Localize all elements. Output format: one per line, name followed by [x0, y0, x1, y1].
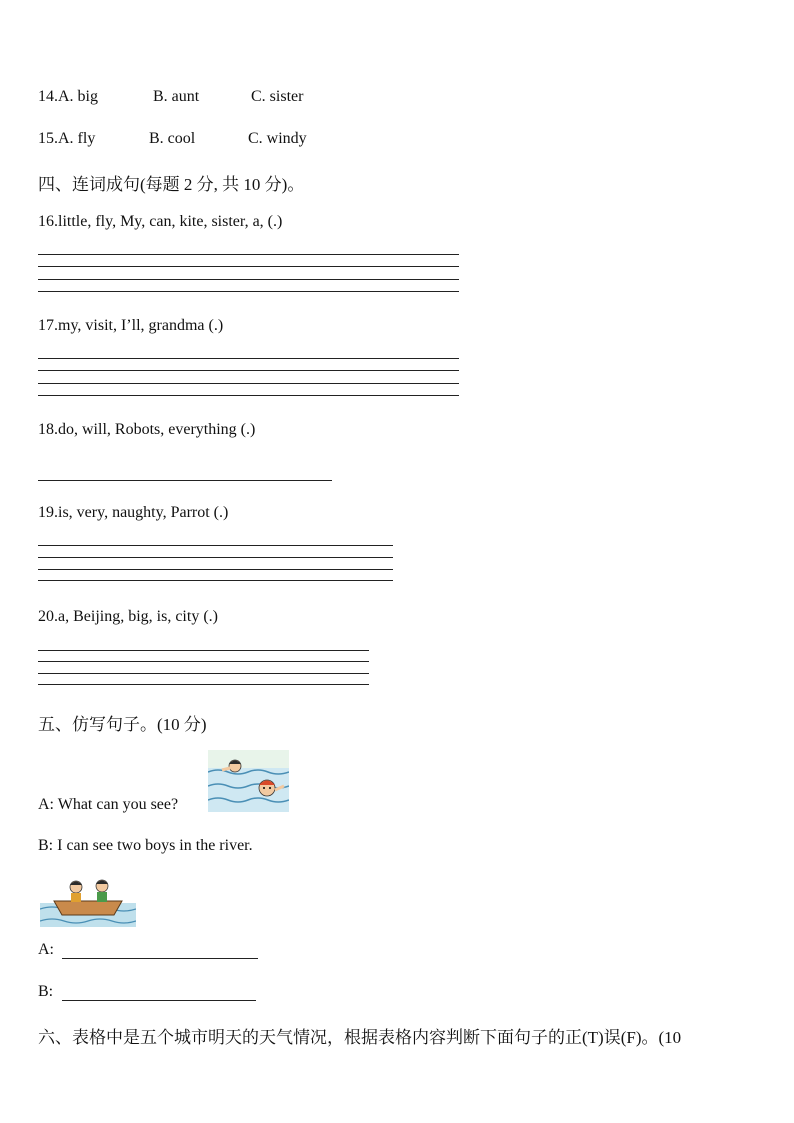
answer-line[interactable] [38, 661, 369, 662]
question-18 [38, 421, 255, 439]
question-14-option-b: B. aunt [153, 88, 200, 105]
option-a: A. fly [58, 130, 96, 147]
section-4-heading: 四、连词成句(每题 2 分, 共 10 分)。 [38, 175, 305, 194]
answer-line[interactable] [38, 291, 459, 292]
question-number: 19. [38, 504, 58, 521]
question-14-option-c: C. sister [251, 88, 304, 105]
question-number: 16. [38, 213, 58, 230]
answer-line[interactable] [38, 684, 369, 685]
answer-b-line[interactable] [62, 1000, 256, 1001]
example-question: A: What can you see? [38, 796, 179, 813]
boat-children-icon [40, 875, 136, 927]
word-list: my, visit, I’ll, grandma (.) [58, 317, 224, 334]
word-list: do, will, Robots, everything (.) [58, 421, 256, 438]
answer-line[interactable] [38, 254, 459, 255]
answer-line[interactable] [38, 545, 393, 546]
question-15-option-b: B. cool [149, 130, 196, 147]
question-16 [38, 213, 282, 231]
word-list: a, Beijing, big, is, city (.) [58, 608, 218, 625]
answer-line[interactable] [38, 358, 459, 359]
answer-line[interactable] [38, 580, 393, 581]
question-17 [38, 317, 223, 335]
question-number: 20. [38, 608, 58, 625]
question-19 [38, 504, 228, 522]
answer-line[interactable] [38, 557, 393, 558]
answer-line[interactable] [38, 370, 459, 371]
swimming-boys-icon [208, 750, 289, 812]
word-list: little, fly, My, can, kite, sister, a, (.) [58, 213, 283, 230]
word-list: is, very, naughty, Parrot (.) [58, 504, 229, 521]
answer-a-line[interactable] [62, 958, 258, 959]
question-14 [38, 88, 98, 106]
question-number: 15. [38, 130, 58, 147]
section-5-heading: 五、仿写句子。(10 分) [38, 715, 207, 734]
question-20 [38, 608, 218, 626]
answer-line[interactable] [38, 650, 369, 651]
question-15-option-c: C. windy [248, 130, 307, 147]
example-answer: B: I can see two boys in the river. [38, 837, 253, 854]
answer-line[interactable] [38, 673, 369, 674]
option-a: A. big [58, 88, 98, 105]
question-number: 17. [38, 317, 58, 334]
section-6-heading: 六、表格中是五个城市明天的天气情况，根据表格内容判断下面句子的正(T)误(F)。(10 [38, 1028, 682, 1047]
answer-line[interactable] [38, 569, 393, 570]
answer-b-label: B: [38, 983, 54, 1000]
answer-line[interactable] [38, 279, 459, 280]
question-number: 14. [38, 88, 58, 105]
answer-line[interactable] [38, 480, 332, 481]
question-15 [38, 130, 95, 148]
answer-line[interactable] [38, 395, 459, 396]
question-number: 18. [38, 421, 58, 438]
answer-a-label: A: [38, 941, 54, 958]
answer-line[interactable] [38, 383, 459, 384]
answer-line[interactable] [38, 266, 459, 267]
